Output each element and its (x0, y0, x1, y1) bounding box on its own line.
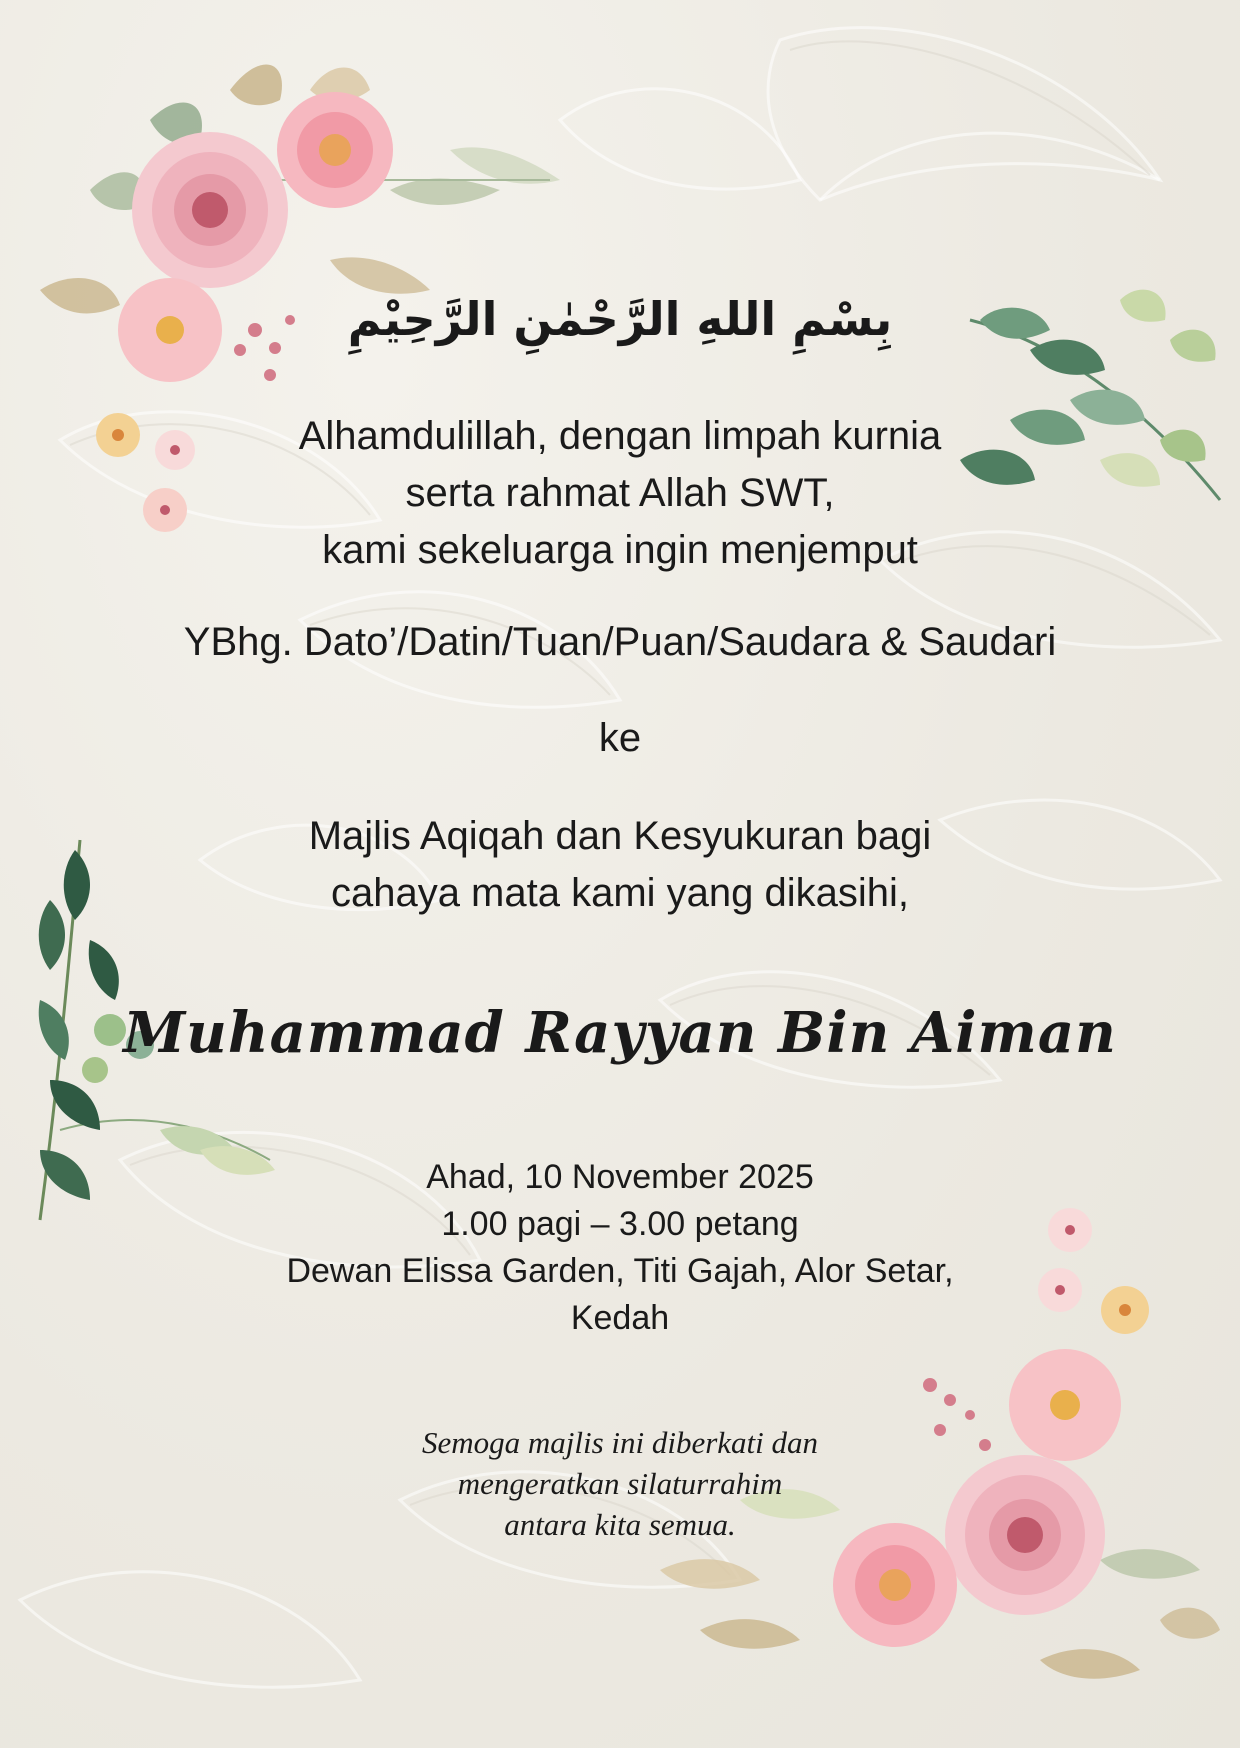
intro-line: kami sekeluarga ingin menjemput (322, 528, 918, 572)
event-line: cahaya mata kami yang dikasihi, (330, 871, 910, 915)
guest-salutation: YBhg. Dato’/Datin/Tuan/Puan/Saudara & Saudari (183, 620, 1057, 664)
event-time: 1.00 pagi – 3.00 petang (441, 1205, 799, 1243)
closing-line: mengeratkan silaturrahim (457, 1466, 783, 1501)
bismillah-heading: بِسْمِ اللهِ الرَّحْمٰنِ الرَّحِيْمِ (347, 292, 893, 346)
child-name: Muhammad Rayyan Bin Aiman (123, 1000, 1117, 1066)
closing-line: antara kita semua. (504, 1507, 736, 1542)
connector-text: ke (598, 716, 642, 760)
event-description (0, 808, 1240, 922)
rose-large (132, 132, 288, 288)
closing-line: Semoga majlis ini diberkati dan (421, 1425, 819, 1460)
rose-small (277, 92, 393, 208)
closing-wish (0, 1422, 1240, 1545)
intro-line: Alhamdulillah, dengan limpah kurnia (298, 414, 942, 458)
event-venue-state: Kedah (570, 1299, 670, 1337)
event-venue: Dewan Elissa Garden, Titi Gajah, Alor Setar, (286, 1252, 954, 1290)
intro-line: serta rahmat Allah SWT, (405, 471, 835, 515)
event-details (0, 1154, 1240, 1342)
intro-paragraph (0, 408, 1240, 579)
event-date: Ahad, 10 November 2025 (426, 1158, 814, 1196)
event-line: Majlis Aqiqah dan Kesyukuran bagi (308, 814, 932, 858)
